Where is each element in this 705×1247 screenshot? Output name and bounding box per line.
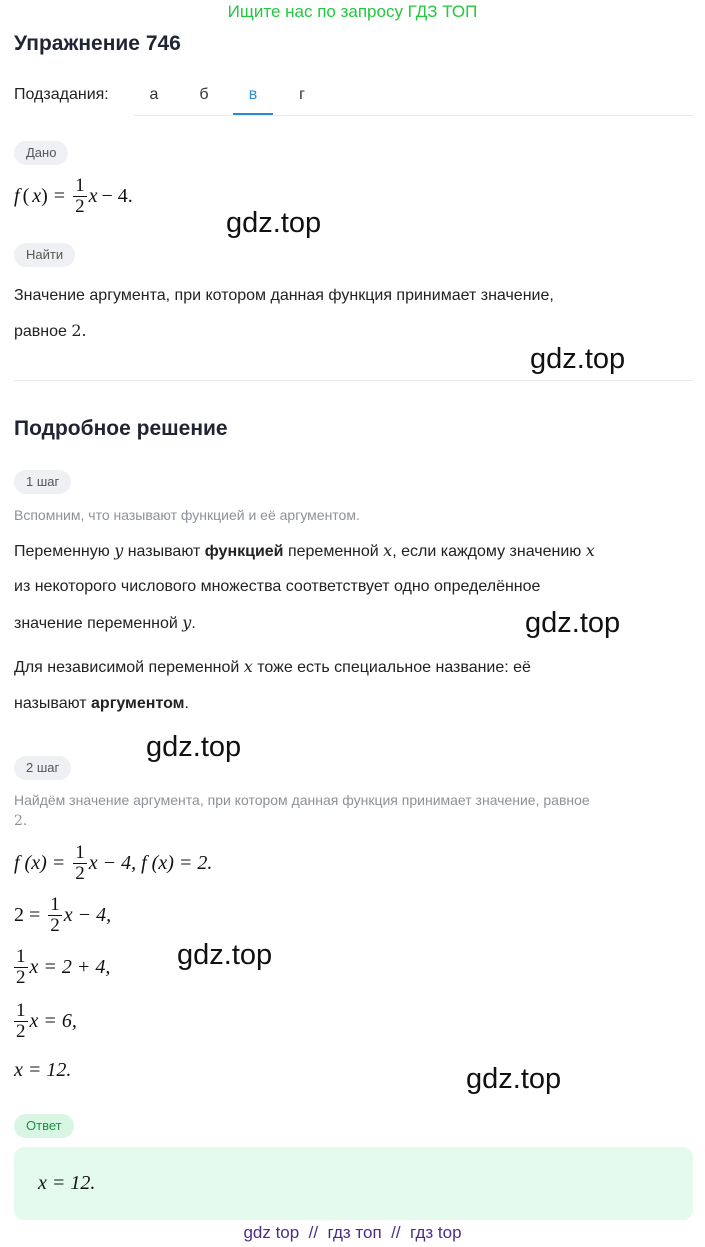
find-badge — [14, 243, 75, 267]
step2-eq2-num: 1 — [50, 893, 60, 915]
answer-value: x = 12. — [38, 1171, 96, 1194]
tab-g[interactable]: г — [299, 86, 305, 103]
watermark-3: gdz.top — [525, 607, 621, 639]
watermark-1: gdz.top — [226, 207, 322, 239]
step1-hint: Вспомним, что называют функцией и её аргументом. — [14, 507, 360, 523]
step1-p1-line3 — [14, 611, 196, 636]
watermark-4: gdz.top — [146, 731, 242, 763]
step2-eq1-num: 1 — [75, 841, 85, 863]
given-formula — [14, 174, 133, 218]
step2-eq5: x = 12. — [14, 1058, 72, 1081]
given-rp: ) — [41, 184, 48, 207]
step2-hint-line1: Найдём значение аргумента, при котором данная функция принимает значение, равное — [14, 792, 590, 808]
given-tail: − 4. — [101, 184, 133, 207]
given-frac-num: 1 — [75, 174, 85, 196]
given-lp: ( — [22, 184, 30, 207]
step2-eq2-den: 2 — [50, 914, 60, 936]
step1-badge — [14, 470, 71, 494]
step2-eq3-num: 1 — [16, 945, 26, 967]
step1-p1-line3-y: y — [182, 613, 192, 632]
step2-eq4 — [12, 999, 77, 1043]
step2-eq4-num: 1 — [16, 999, 26, 1021]
step1-p1-line1 — [14, 539, 595, 564]
given-tail-x: x — [88, 184, 98, 207]
given-f: f — [14, 184, 20, 207]
step1-p2-line2-b: . — [184, 695, 189, 712]
step1-p2-line1 — [14, 655, 531, 680]
step1-chip: 1 шаг — [14, 470, 71, 494]
step2-eq2-b: x − 4, — [63, 903, 112, 926]
step2-eq4-b: x = 6, — [29, 1009, 77, 1032]
given-eq: = — [53, 184, 66, 207]
step1-p2-a: Для независимой переменной — [14, 659, 244, 676]
step2-eq1-den: 2 — [75, 862, 85, 884]
watermark-6: gdz.top — [466, 1063, 562, 1095]
answer-box — [14, 1147, 693, 1220]
step1-p1-d: , если каждому значению — [392, 543, 586, 560]
step2-eq4-frac — [14, 1001, 28, 1042]
step2-eq2-frac — [48, 895, 62, 936]
step1-p1-a: Переменную — [14, 543, 115, 560]
given-frac-den: 2 — [75, 195, 85, 217]
step2-eq2 — [14, 893, 111, 937]
tab-a[interactable]: а — [149, 86, 159, 103]
subtask-tabs — [134, 74, 694, 116]
step1-p1-c: переменной — [283, 543, 384, 560]
step1-p1-bold: функцией — [204, 543, 284, 560]
footer-links: gdz top // гдз топ // гдз top — [243, 1223, 462, 1242]
find-line2-value: 2. — [71, 321, 87, 340]
step1-p1-b: называют — [123, 543, 205, 560]
step1-p2-x: x — [243, 657, 253, 676]
step1-p1-line3-a: значение переменной — [14, 615, 183, 632]
find-line2-text: равное — [14, 323, 72, 340]
step2-eq3-b: x = 2 + 4, — [29, 955, 111, 978]
step1-p2-line2-a: называют — [14, 695, 92, 712]
tab-b[interactable]: б — [199, 86, 209, 103]
answer-chip: Ответ — [14, 1114, 74, 1138]
step1-p2-line2-bold: аргументом — [91, 695, 185, 712]
answer-badge — [14, 1114, 74, 1138]
step2-eq3-frac — [14, 947, 28, 988]
solution-heading: Подробное решение — [14, 417, 228, 440]
given-fraction — [73, 176, 87, 217]
tab-v[interactable]: в — [233, 74, 273, 115]
find-line2 — [14, 319, 87, 344]
step2-eq3 — [12, 945, 110, 989]
page-title: Упражнение 746 — [14, 32, 181, 55]
section-divider — [14, 380, 693, 381]
given-chip: Дано — [14, 141, 68, 165]
step1-p1-x: x — [383, 541, 393, 560]
step1-p1-line2: из некоторого числового множества соответствует одно определённое — [14, 578, 541, 595]
step1-p2-b: тоже есть специальное название: её — [252, 659, 531, 676]
step2-badge — [14, 756, 71, 780]
find-chip: Найти — [14, 243, 75, 267]
step1-p2-line2 — [14, 692, 189, 716]
step2-eq1-a: f (x) = — [14, 851, 66, 874]
step2-chip: 2 шаг — [14, 756, 71, 780]
step2-eq4-den: 2 — [16, 1020, 26, 1042]
given-x: x — [32, 184, 42, 207]
step1-p1-y: y — [114, 541, 124, 560]
watermark-2: gdz.top — [530, 343, 626, 375]
top-banner: Ищите нас по запросу ГДЗ ТОП — [227, 2, 478, 21]
find-line1: Значение аргумента, при котором данная функция принимает значение, — [14, 287, 554, 304]
step2-eq2-a: 2 = — [14, 903, 41, 926]
step2-eq1 — [14, 841, 212, 885]
watermark-5: gdz.top — [177, 939, 273, 971]
subtasks-label: Подзадания: — [14, 86, 109, 103]
step2-eq3-den: 2 — [16, 966, 26, 988]
step1-p1-x2: x — [585, 541, 595, 560]
step2-eq1-frac — [73, 843, 87, 884]
given-badge — [14, 141, 68, 165]
step2-eq1-b: x − 4, f (x) = 2. — [88, 851, 213, 874]
step2-hint-line2: 2. — [14, 813, 28, 829]
step1-p1-line3-b: . — [191, 615, 196, 632]
